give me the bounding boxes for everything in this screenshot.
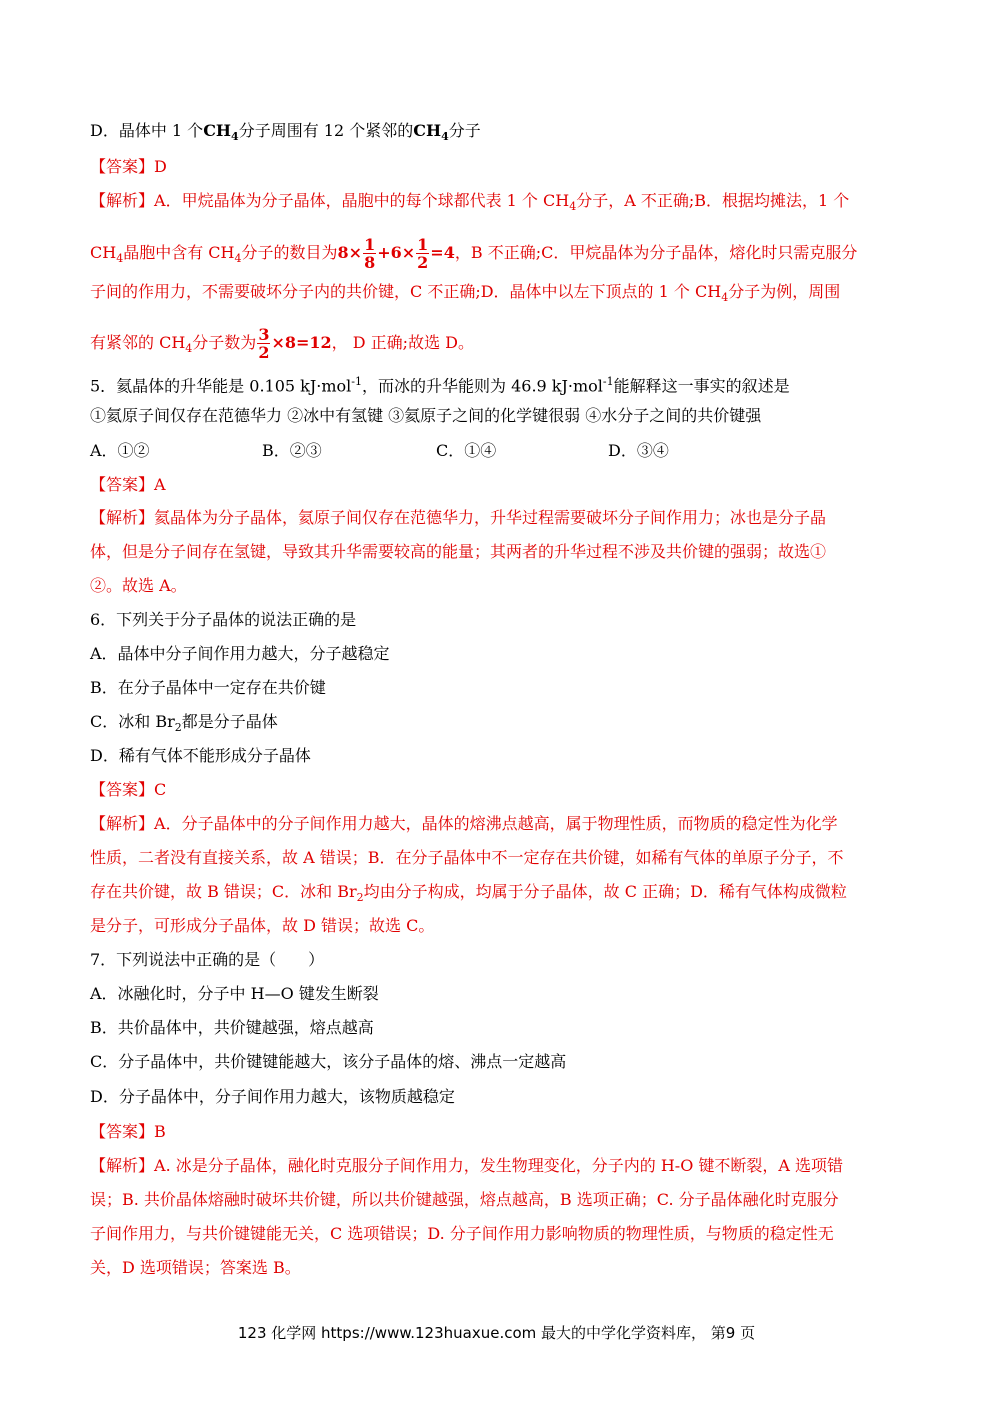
analysis-text: 存在共价键，故 B 错误；C．冰和 Br xyxy=(90,882,357,901)
q7-analysis-line-4: 关，D 选项错误；答案选 B。 xyxy=(90,1258,301,1277)
q6-analysis-line-2: 性质，二者没有直接关系，故 A 错误；B．在分子晶体中不一定存在共价键，如稀有气体的单原子分子，不 xyxy=(90,848,844,867)
q7-analysis-line-3: 子间作用力，与共价键键能无关，C 选项错误；D. 分子间作用力影响物质的物理性质，与物质的稳定性无 xyxy=(90,1224,834,1243)
q7-analysis-line-2: 误；B. 共价晶体熔融时破坏共价键，所以共价键越强，熔点越高，B 选项正确；C. 分子晶体融化时克服分 xyxy=(90,1190,839,1209)
q6-option-b: B．在分子晶体中一定存在共价键 xyxy=(90,678,326,697)
option-text: C．冰和 Br xyxy=(90,712,175,731)
analysis-label: 【解析】 xyxy=(90,508,155,527)
q5-choice-d: D．③④ xyxy=(608,441,669,460)
count-formula: 8× $\frac{1}{8}$ +6× $\frac{1}{2}$ =4 xyxy=(337,235,455,272)
ch4-formula: $CH_4$ xyxy=(203,121,239,144)
analysis-text: 均由分子构成，均属于分子晶体，故 C 正确；D．稀有气体构成微粒 xyxy=(363,882,847,901)
q5-analysis-line-3: ②。故选 A。 xyxy=(90,576,187,595)
answer-label: 【答案】 xyxy=(90,780,155,799)
q5-analysis-line-1 xyxy=(90,508,826,528)
analysis-text: CH xyxy=(90,243,117,262)
q5-statements: ①氦原子间仅存在范德华力 ②冰中有氢键 ③氦原子之间的化学键很弱 ④水分子之间的共价键强 xyxy=(90,406,762,425)
q6-analysis-line-1 xyxy=(90,814,838,834)
analysis-text: 子间的作用力，不需要破坏分子内的共价键，C 不正确;D．晶体中以左下顶点的 1 个 CH xyxy=(90,282,722,301)
analysis-text: ， D 正确;故选 D。 xyxy=(331,333,474,352)
q7-analysis-line-1 xyxy=(90,1156,843,1176)
q7-option-b: B．共价晶体中，共价键越强，熔点越高 xyxy=(90,1018,374,1037)
q6-analysis-line-3: 存在共价键，故 B 错误；C．冰和 $Br_2$均由分子构成，均属于分子晶体，故 C 正确；D．稀有气体构成微粒 xyxy=(90,882,847,905)
q4-option-d-mid: 分子周围有 12 个紧邻的 xyxy=(238,121,414,140)
analysis-text: 分子数为 xyxy=(192,333,257,352)
stem-text: 能解释这一事实的叙述是 xyxy=(613,376,790,396)
analysis-text: 有紧邻的 CH xyxy=(90,333,186,352)
q6-answer xyxy=(90,780,166,800)
q5-choice-a: A．①② xyxy=(90,441,150,460)
option-text: 都是分子晶体 xyxy=(181,712,278,731)
analysis-text: 分子，A 不正确;B．根据均摊法，1 个 xyxy=(576,191,850,210)
stem-text: ，而冰的升华能则为 46.9 kJ·mol xyxy=(362,376,603,396)
q7-option-c: C．分子晶体中，共价键键能越大，该分子晶体的熔、沸点一定越高 xyxy=(90,1052,567,1071)
q6-option-c: C．冰和 $Br_2$都是分子晶体 xyxy=(90,712,278,735)
q4-analysis-line-3: 子间的作用力，不需要破坏分子内的共价键，C 不正确;D．晶体中以左下顶点的 1 个 $CH_4$分子为例，周围 xyxy=(90,282,841,305)
neighbor-formula: $\frac{3}{2}$ ×8=12 xyxy=(258,325,332,362)
analysis-text: A．甲烷晶体为分子晶体，晶胞中的每个球都代表 1 个 CH xyxy=(154,191,570,210)
q7-answer xyxy=(90,1122,166,1142)
analysis-label: 【解析】 xyxy=(90,814,155,833)
analysis-text: 分子的数目为 xyxy=(241,243,338,262)
q6-option-a: A．晶体中分子间作用力越大，分子越稳定 xyxy=(90,644,390,663)
q5-choice-c: C．①④ xyxy=(436,441,497,460)
answer-value: C xyxy=(154,780,167,799)
q7-option-a: A．冰融化时，分子中 H—O 键发生断裂 xyxy=(90,984,379,1003)
q7-stem: 7．下列说法中正确的是（ ） xyxy=(90,950,325,969)
q4-answer xyxy=(90,157,167,177)
q4-option-d-pre: D．晶体中 1 个 xyxy=(90,121,204,140)
q4-analysis-line-2: $CH_4$晶胞中含有 $CH_4$分子的数目为8× $\frac{1}{8}$ +6× $\frac{1}{2}$ =4，B 不正确;C．甲烷晶体为分子晶体，熔化时只需克服分 xyxy=(90,235,858,272)
analysis-text: A. 冰是分子晶体，融化时克服分子间作用力，发生物理变化，分子内的 H-O 键不断裂，A 选项错 xyxy=(154,1156,844,1175)
answer-value: A xyxy=(154,475,166,494)
q5-stem: 5．氦晶体的升华能是 0.105 kJ·mol$^{-1}$，而冰的升华能则为 46.9 kJ·mol$^{-1}$能解释这一事实的叙述是 xyxy=(90,375,790,396)
q4-analysis-line-4: 有紧邻的 $CH_4$分子数为 $\frac{3}{2}$ ×8=12， D 正确;故选 D。 xyxy=(90,325,474,362)
analysis-text: A．分子晶体中的分子间作用力越大，晶体的熔沸点越高，属于物理性质，而物质的稳定性为化学 xyxy=(154,814,838,833)
q5-choice-b: B．②③ xyxy=(262,441,322,460)
page-footer: 123 化学网 https://www.123huaxue.com 最大的中学化学资料库， 第9 页 xyxy=(237,1324,756,1342)
answer-label: 【答案】 xyxy=(90,475,155,494)
answer-value: D xyxy=(154,157,167,176)
answer-label: 【答案】 xyxy=(90,1122,155,1141)
q6-option-d: D．稀有气体不能形成分子晶体 xyxy=(90,746,311,765)
analysis-text: 氦晶体为分子晶体，氦原子间仅存在范德华力，升华过程需要破坏分子间作用力；冰也是分子晶 xyxy=(154,508,827,527)
q7-option-d: D．分子晶体中，分子间作用力越大，该物质越稳定 xyxy=(90,1087,455,1106)
q5-answer xyxy=(90,475,166,495)
answer-value: B xyxy=(154,1122,166,1141)
q6-stem: 6．下列关于分子晶体的说法正确的是 xyxy=(90,610,357,629)
stem-text: 5．氦晶体的升华能是 0.105 kJ·mol xyxy=(90,376,352,396)
q4-option-d xyxy=(90,121,481,147)
analysis-text: 分子为例，周围 xyxy=(728,282,841,301)
q5-analysis-line-2: 体，但是分子间存在氢键，导致其升华需要较高的能量；其两者的升华过程不涉及共价键的强弱；故选① xyxy=(90,542,827,561)
analysis-text: 晶胞中含有 CH xyxy=(123,243,235,262)
q4-analysis-line-1: 【解析】A．甲烷晶体为分子晶体，晶胞中的每个球都代表 1 个 $CH_4$分子，A 不正确;B．根据均摊法，1 个 xyxy=(90,191,850,214)
q4-option-d-post: 分子 xyxy=(448,121,481,140)
analysis-label: 【解析】 xyxy=(90,1156,155,1175)
answer-label: 【答案】 xyxy=(90,157,155,176)
analysis-text: ，B 不正确;C．甲烷晶体为分子晶体，熔化时只需克服分 xyxy=(454,243,858,262)
q6-analysis-line-4: 是分子，可形成分子晶体，故 D 错误；故选 C。 xyxy=(90,916,435,935)
analysis-label: 【解析】 xyxy=(90,191,155,210)
ch4-formula: $CH_4$ xyxy=(413,121,449,144)
